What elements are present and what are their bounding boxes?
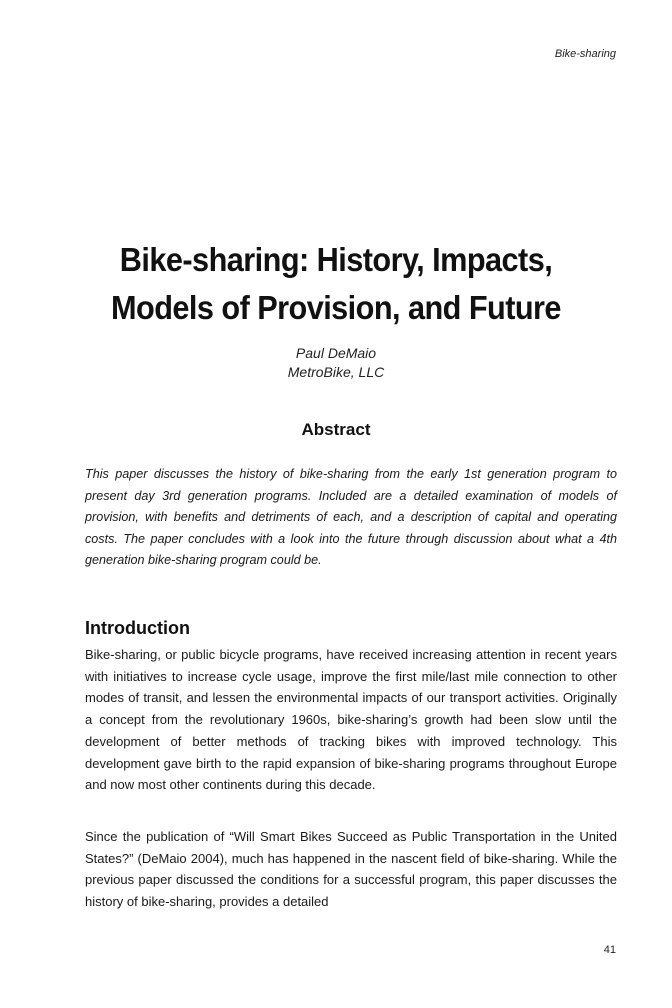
title-line-1: Bike-sharing: History, Impacts, bbox=[119, 241, 553, 278]
abstract-heading: Abstract bbox=[301, 420, 371, 439]
running-head: Bike-sharing bbox=[554, 48, 616, 60]
author-affiliation: MetroBike, LLC bbox=[287, 364, 385, 380]
page-number: 41 bbox=[603, 944, 616, 956]
introduction-paragraph-2: Since the publication of “Will Smart Bikes Succeed as Public Transportation in the United States?” (DeMaio 2004), much has happened in the nascent field of bike-sharing. While the previous paper discussed the conditions for a successful program, this paper discusses the history of bike-sharing, provides a detailed bbox=[85, 829, 617, 910]
introduction-heading: Introduction bbox=[85, 618, 190, 638]
author-name: Paul DeMaio bbox=[295, 345, 377, 361]
page-title bbox=[24, 236, 649, 332]
introduction-paragraph-1: Bike-sharing, or public bicycle programs, have received increasing attention in recent years with initiatives to increase cycle usage, improve the first mile/last mile connection to other modes of transit, and lessen the environmental impacts of our transport activities. Originally a concept from the revolutionary 1960s, bike-sharing’s growth had been slow until the development of better methods of tracking bikes with improved technology. This development gave birth to the rapid expansion of bike-sharing programs throughout Europe and now most other continents during this decade. bbox=[85, 647, 617, 793]
title-line-2: Models of Provision, and Future bbox=[111, 289, 561, 326]
author-block bbox=[0, 344, 672, 382]
abstract-text: This paper discusses the history of bike-sharing from the early 1st generation program to present day 3rd generation programs. Included are a detailed examination of models of provision, with benefits and detriments of each, and a description of capital and operating costs. The paper concludes with a look into the future through discussion about what a 4th generation bike-sharing program could be. bbox=[85, 467, 617, 567]
